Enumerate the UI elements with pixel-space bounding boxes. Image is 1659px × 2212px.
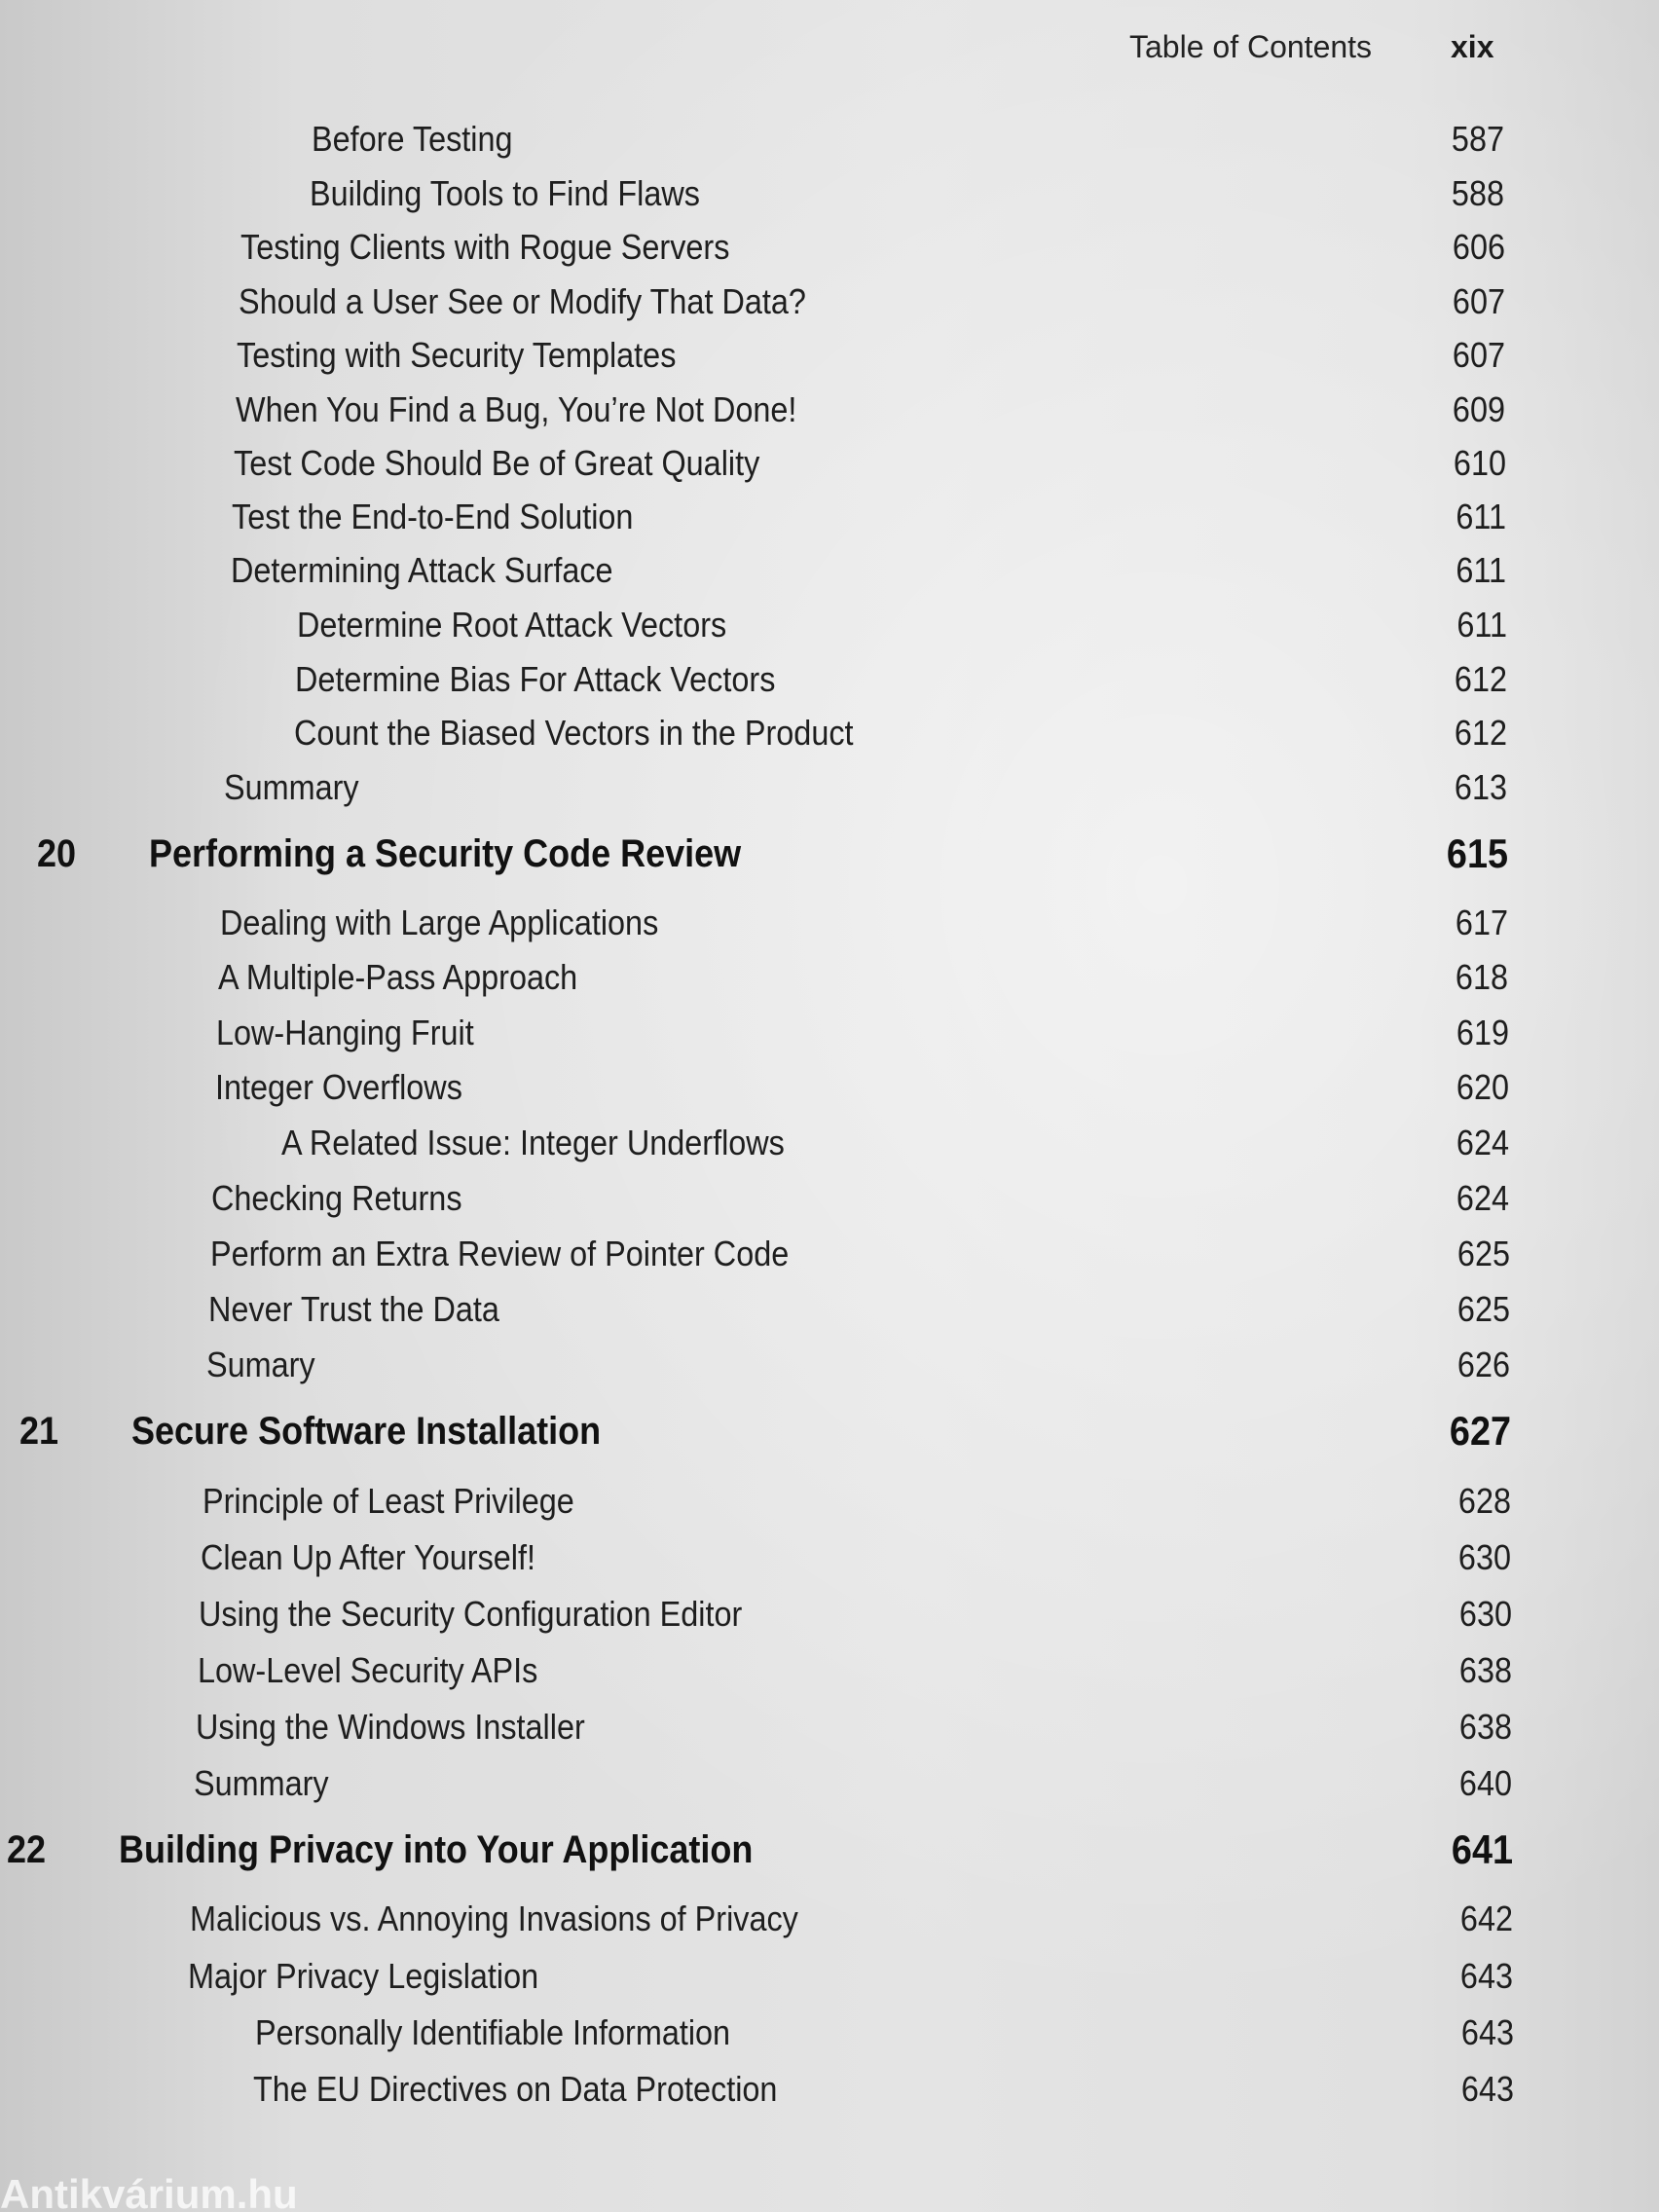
- watermark-text: Antikvárium.hu: [0, 2171, 298, 2212]
- toc-entry: [0, 1590, 1659, 1639]
- entry-page-number: 630: [1457, 1537, 1511, 1577]
- entry-page-number: 611: [1456, 605, 1507, 645]
- entry-title: Before Testing: [312, 119, 513, 159]
- entry-page-number: 620: [1456, 1067, 1509, 1107]
- toc-entry: [0, 709, 1659, 757]
- page-numeral: xix: [1451, 29, 1494, 64]
- entry-title: A Related Issue: Integer Underflows: [281, 1123, 785, 1162]
- entry-title: Never Trust the Data: [208, 1289, 499, 1329]
- toc-entry: [0, 1341, 1659, 1389]
- entry-page-number: 611: [1456, 550, 1506, 590]
- entry-page-number: 607: [1452, 335, 1505, 375]
- entry-title: Testing Clients with Rogue Servers: [240, 227, 730, 267]
- entry-title: Using the Windows Installer: [196, 1707, 585, 1747]
- entry-page-number: 626: [1456, 1345, 1510, 1384]
- entry-page-number: 615: [1446, 830, 1508, 876]
- entry-title: When You Find a Bug, You’re Not Done!: [236, 389, 797, 429]
- entry-title: Malicious vs. Annoying Invasions of Privacy: [190, 1899, 798, 1938]
- toc-entry: [0, 1174, 1659, 1223]
- entry-page-number: 624: [1456, 1123, 1509, 1162]
- toc-entry: [0, 223, 1659, 272]
- chapter-number: 22: [7, 1828, 47, 1871]
- entry-title: Should a User See or Modify That Data?: [239, 281, 806, 321]
- chapter-title: Building Privacy into Your Application: [119, 1828, 754, 1871]
- entry-title: Major Privacy Legislation: [188, 1956, 539, 1996]
- entry-title: Summary: [194, 1763, 329, 1803]
- toc-entry: [0, 493, 1659, 541]
- toc-entry: [0, 331, 1659, 380]
- entry-title: Checking Returns: [211, 1178, 462, 1218]
- entry-page-number: 613: [1454, 767, 1507, 807]
- toc-entry: [0, 1952, 1659, 2001]
- entry-page-number: 611: [1456, 497, 1506, 536]
- entry-title: Building Tools to Find Flaws: [310, 173, 701, 213]
- entry-title: Determine Root Attack Vectors: [297, 605, 727, 645]
- toc-entry: [0, 953, 1659, 1002]
- entry-title: Clean Up After Yourself!: [201, 1537, 536, 1577]
- toc-chapter-entry: [0, 1825, 1659, 1874]
- entry-page-number: 642: [1459, 1899, 1513, 1938]
- entry-page-number: 609: [1452, 389, 1505, 429]
- entry-title: A Multiple-Pass Approach: [218, 957, 578, 997]
- entry-page-number: 641: [1451, 1826, 1513, 1872]
- toc-entry: [0, 546, 1659, 595]
- toc-entry: [0, 277, 1659, 326]
- entry-title: Determine Bias For Attack Vectors: [295, 659, 776, 699]
- chapter-title: Secure Software Installation: [131, 1410, 602, 1453]
- entry-title: Using the Security Configuration Editor: [199, 1594, 743, 1634]
- entry-page-number: 627: [1449, 1408, 1511, 1454]
- toc-entry: [0, 1285, 1659, 1334]
- toc-entry: [0, 1703, 1659, 1751]
- entry-page-number: 624: [1456, 1178, 1509, 1218]
- entry-page-number: 612: [1454, 659, 1507, 699]
- entry-title: Principle of Least Privilege: [203, 1481, 574, 1521]
- toc-entry: [0, 115, 1659, 164]
- entry-title: Determining Attack Surface: [231, 550, 613, 590]
- toc-entry: [0, 169, 1659, 218]
- toc-entry: [0, 1533, 1659, 1582]
- chapter-number: 20: [37, 832, 77, 875]
- entry-title: Perform an Extra Review of Pointer Code: [210, 1234, 790, 1273]
- toc-entry: [0, 899, 1659, 947]
- entry-title: Testing with Security Templates: [237, 335, 677, 375]
- entry-title: Test Code Should Be of Great Quality: [234, 443, 760, 483]
- entry-page-number: 617: [1455, 903, 1508, 942]
- entry-title: The EU Directives on Data Protection: [253, 2069, 778, 2109]
- toc-entry: [0, 1759, 1659, 1808]
- entry-title: Low-Level Security APIs: [198, 1650, 538, 1690]
- entry-title: Summary: [224, 767, 359, 807]
- entry-page-number: 606: [1452, 227, 1505, 267]
- entry-title: Dealing with Large Applications: [220, 903, 659, 942]
- entry-title: Sumary: [206, 1345, 315, 1384]
- toc-entry: [0, 655, 1659, 704]
- entry-page-number: 607: [1452, 281, 1505, 321]
- entry-page-number: 625: [1456, 1234, 1510, 1273]
- entry-page-number: 610: [1453, 443, 1506, 483]
- toc-entry: [0, 601, 1659, 649]
- entry-page-number: 643: [1460, 2069, 1514, 2109]
- toc-entry: [0, 439, 1659, 488]
- entry-title: Test the End-to-End Solution: [232, 497, 634, 536]
- toc-entry: [0, 2065, 1659, 2114]
- entry-page-number: 625: [1456, 1289, 1510, 1329]
- running-head-title: Table of Contents: [1129, 29, 1373, 64]
- entry-page-number: 638: [1458, 1707, 1512, 1747]
- entry-page-number: 643: [1459, 1956, 1513, 1996]
- entry-title: Low-Hanging Fruit: [216, 1013, 474, 1052]
- entry-title: Personally Identifiable Information: [255, 2012, 731, 2052]
- entry-page-number: 643: [1460, 2012, 1514, 2052]
- entry-page-number: 638: [1458, 1650, 1512, 1690]
- entry-title: Integer Overflows: [215, 1067, 462, 1107]
- entry-page-number: 628: [1457, 1481, 1511, 1521]
- entry-page-number: 587: [1451, 119, 1504, 159]
- entry-page-number: 640: [1458, 1763, 1512, 1803]
- toc-entry: [0, 1009, 1659, 1057]
- toc-chapter-entry: [0, 830, 1659, 878]
- toc-entry: [0, 386, 1659, 434]
- toc-entry: [0, 1230, 1659, 1278]
- entry-page-number: 619: [1456, 1013, 1509, 1052]
- entry-page-number: 630: [1458, 1594, 1512, 1634]
- toc-entry: [0, 1119, 1659, 1167]
- entry-page-number: 612: [1454, 713, 1507, 753]
- toc-entry: [0, 1477, 1659, 1526]
- entry-title: Count the Biased Vectors in the Product: [294, 713, 854, 753]
- toc-entry: [0, 763, 1659, 812]
- toc-entry: [0, 2009, 1659, 2057]
- entry-page-number: 618: [1455, 957, 1508, 997]
- toc-chapter-entry: [0, 1407, 1659, 1456]
- chapter-number: 21: [19, 1410, 59, 1453]
- entry-page-number: 588: [1451, 173, 1504, 213]
- toc-entry: [0, 1895, 1659, 1943]
- chapter-title: Performing a Security Code Review: [149, 832, 742, 875]
- toc-entry: [0, 1646, 1659, 1695]
- toc-entry: [0, 1063, 1659, 1112]
